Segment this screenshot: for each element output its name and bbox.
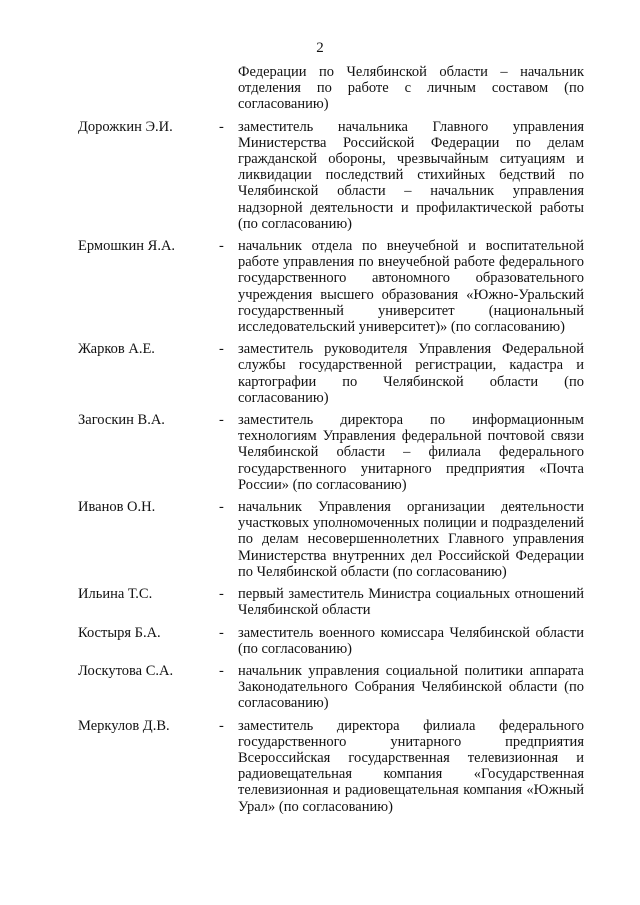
separator-dash: - <box>219 238 224 255</box>
separator-dash: - <box>219 118 224 135</box>
member-name: Иванов О.Н. <box>78 499 156 516</box>
member-name: Лоскутова С.А. <box>78 662 174 679</box>
separator-dash: - <box>219 341 224 358</box>
list-item <box>0 663 640 712</box>
separator-dash: - <box>219 624 224 641</box>
member-position: первый заместитель Министра социальных отношений Челябинской области <box>238 586 584 619</box>
member-list <box>0 64 640 815</box>
list-item <box>0 341 640 406</box>
member-position: начальник Управления организации деятельности участковых уполномоченных полиции и подразделений по делам несовершеннолетних Главного управления Министерства внутренних дел Российской Федерации по Челябинской области (по согласованию) <box>238 499 584 580</box>
member-position: начальник отдела по внеучебной и воспитательной работе управления по внеучебной работе федерального государственного автономного образовательного учреждения высшего образования «Южно-Уральский государственный университет (национальный исследовательский университет)» (по согласованию) <box>238 238 584 336</box>
list-item <box>0 586 640 618</box>
continuation-entry <box>0 64 640 113</box>
member-name: Дорожкин Э.И. <box>78 118 173 135</box>
member-name: Костыря Б.А. <box>78 624 161 641</box>
separator-dash: - <box>219 662 224 679</box>
member-position: заместитель военного комиссара Челябинской области (по согласованию) <box>238 624 584 657</box>
list-item <box>0 499 640 580</box>
list-item <box>0 119 640 232</box>
separator-dash: - <box>219 499 224 516</box>
member-name: Меркулов Д.В. <box>78 717 170 734</box>
member-position: заместитель руководителя Управления Федеральной службы государственной регистрации, кадастра и картографии по Челябинской области (по согласованию) <box>238 341 584 406</box>
member-name: Ильина Т.С. <box>78 586 153 603</box>
member-position: заместитель директора по информационным технологиям Управления федеральной почтовой связи Челябинской области – филиала федерального государственного унитарного предприятия «Почта России» (по согласованию) <box>238 412 584 493</box>
separator-dash: - <box>219 412 224 429</box>
member-name: Ермошкин Я.А. <box>78 238 176 255</box>
member-name: Жарков А.Е. <box>78 341 155 358</box>
member-name: Загоскин В.А. <box>78 412 165 429</box>
list-item <box>0 238 640 335</box>
separator-dash: - <box>219 717 224 734</box>
member-position: начальник управления социальной политики аппарата Законодательного Собрания Челябинской области (по согласованию) <box>238 662 584 712</box>
list-item <box>0 625 640 657</box>
list-item <box>0 718 640 815</box>
member-position: заместитель начальника Главного управления Министерства Российской Федерации по делам гражданской обороны, чрезвычайным ситуациям и ликвидации последствий стихийных бедствий по Челябинской области – начальник управления надзорной деятельности и профилактической работы (по согласованию) <box>238 118 584 232</box>
continuation-text: Федерации по Челябинской области – начальник отделения по работе с личным составом (по согласованию) <box>238 64 584 113</box>
member-position: заместитель директора филиала федерального государственного унитарного предприятия Всероссийская государственная телевизионная и радиовещательная компания «Государственная телевизионная и радиовещательная компания «Южный Урал» (по согласованию) <box>238 717 584 815</box>
separator-dash: - <box>219 586 224 603</box>
page-number: 2 <box>316 40 324 56</box>
list-item <box>0 412 640 493</box>
